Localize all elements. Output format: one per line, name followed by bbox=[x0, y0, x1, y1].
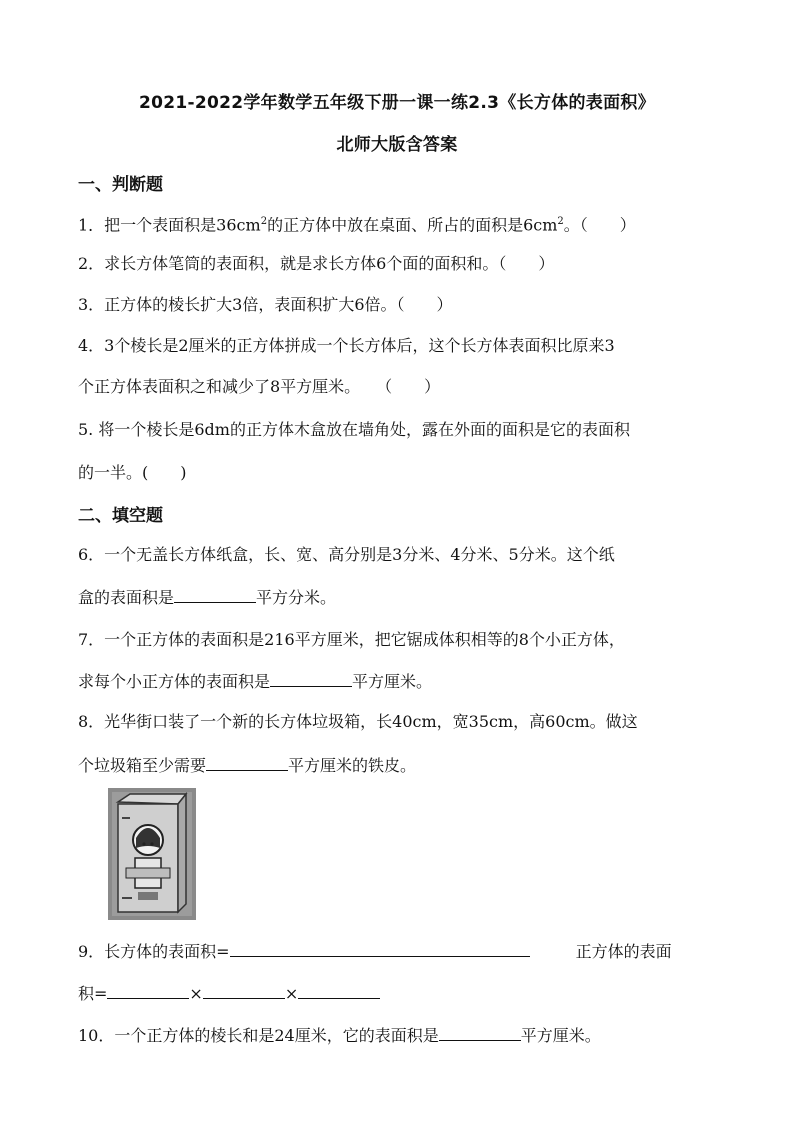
question-9-line2 bbox=[78, 980, 380, 1006]
question-5-line2: 的一半。( ) bbox=[78, 463, 187, 482]
q9-cuboid-formula-blank[interactable] bbox=[230, 938, 530, 957]
section-judge-heading: 一、判断题 bbox=[78, 175, 163, 195]
q9-text-c: 积= bbox=[78, 984, 108, 1003]
q8-text-a: 个垃圾箱至少需要 bbox=[78, 756, 207, 775]
question-1 bbox=[78, 210, 636, 237]
question-8-line1: 8．光华街口装了一个新的长方体垃圾箱，长40cm，宽35cm，高60cm。做这 bbox=[78, 712, 638, 731]
q6-text-a: 盒的表面积是 bbox=[78, 588, 175, 607]
q7-text-a: 求每个小正方体的表面积是 bbox=[78, 672, 271, 691]
q8-answer-blank[interactable] bbox=[206, 752, 288, 771]
question-6-line2 bbox=[78, 584, 336, 610]
section-fill-heading: 二、填空题 bbox=[78, 506, 163, 526]
question-10 bbox=[78, 1022, 601, 1048]
question-7-line2 bbox=[78, 668, 432, 694]
question-9-line1 bbox=[78, 938, 672, 964]
q1-superscript: 2 bbox=[260, 216, 268, 227]
worksheet-title: 2021-2022学年数学五年级下册一课一练2.3《长方体的表面积》 bbox=[139, 93, 655, 113]
q9-cube-blank-2[interactable] bbox=[203, 980, 285, 999]
q6-text-b: 平方分米。 bbox=[256, 588, 337, 607]
q9-times-1: × bbox=[189, 984, 203, 1003]
q9-times-2: × bbox=[284, 984, 299, 1003]
q10-answer-blank[interactable] bbox=[439, 1022, 521, 1041]
q1-superscript-2: 2 bbox=[557, 216, 564, 227]
q9-text-a: 9．长方体的表面积= bbox=[78, 942, 230, 961]
q9-text-b: 正方体的表面 bbox=[575, 942, 672, 961]
q9-cube-blank-3[interactable] bbox=[298, 980, 380, 999]
question-4-line1: 4．3个棱长是2厘米的正方体拼成一个长方体后，这个长方体表面积比原来3 bbox=[78, 336, 615, 355]
question-8-line2 bbox=[78, 752, 416, 778]
question-3: 3．正方体的棱长扩大3倍，表面积扩大6倍。（ ） bbox=[78, 295, 453, 314]
question-5-line1: 5. 将一个棱长是6dm的正方体木盒放在墙角处，露在外面的面积是它的表面积 bbox=[78, 420, 630, 439]
question-7-line1: 7．一个正方体的表面积是216平方厘米，把它锯成体积相等的8个小正方体， bbox=[78, 630, 625, 649]
q8-text-b: 平方厘米的铁皮。 bbox=[288, 756, 417, 775]
q6-answer-blank[interactable] bbox=[174, 584, 256, 603]
question-6-line1: 6．一个无盖长方体纸盒，长、宽、高分别是3分米、4分米、5分米。这个纸 bbox=[78, 545, 615, 564]
trash-bin-image bbox=[108, 788, 196, 920]
q1-text-b: 的正方体中放在桌面、所占的面积是6cm bbox=[267, 215, 558, 235]
question-4-line2: 个正方体表面积之和减少了8平方厘米。 （ ） bbox=[78, 377, 441, 396]
q10-text-a: 10．一个正方体的棱长和是24厘米，它的表面积是 bbox=[78, 1026, 439, 1045]
q7-answer-blank[interactable] bbox=[270, 668, 352, 687]
q1-answer-paren[interactable]: 。（ ） bbox=[563, 215, 636, 235]
q9-cube-blank-1[interactable] bbox=[107, 980, 189, 999]
worksheet-subtitle: 北师大版含答案 bbox=[336, 135, 458, 155]
q7-text-b: 平方厘米。 bbox=[352, 672, 433, 691]
q1-text-a: 1．把一个表面积是36cm bbox=[78, 215, 261, 235]
question-2: 2．求长方体笔筒的表面积，就是求长方体6个面的面积和。（ ） bbox=[78, 254, 555, 273]
q10-text-b: 平方厘米。 bbox=[520, 1026, 601, 1045]
